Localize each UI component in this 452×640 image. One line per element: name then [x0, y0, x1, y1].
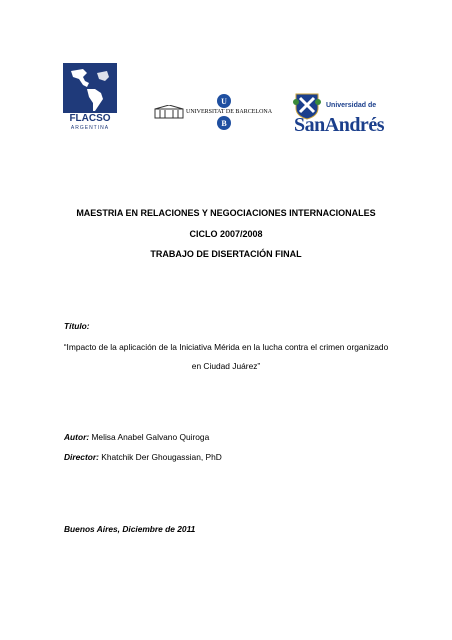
- director-label: Director:: [64, 452, 99, 462]
- sanandres-name: SanAndrés: [294, 114, 384, 136]
- work-heading: TRABAJO DE DISERTACIÓN FINAL: [150, 249, 302, 259]
- place-date: Buenos Aires, Diciembre de 2011: [64, 524, 196, 534]
- ub-mark-icon: [216, 93, 232, 133]
- director-line: [64, 452, 222, 462]
- author-value: Melisa Anabel Galvano Quiroga: [91, 432, 210, 442]
- svg-text:B: B: [221, 119, 227, 128]
- barcelona-logo: [154, 93, 274, 133]
- sanandres-top: Universidad de: [326, 102, 377, 109]
- svg-text:U: U: [221, 97, 227, 106]
- title-label: Título:: [64, 321, 90, 331]
- cycle-heading: CICLO 2007/2008: [189, 229, 263, 239]
- barcelona-name: UNIVERSITAT DE BARCELONA: [186, 109, 273, 115]
- building-icon: [154, 105, 184, 119]
- title-line-1: “Impacto de la aplicación de la Iniciativa Mérida en la lucha contra el crimen organizado: [63, 342, 389, 352]
- program-heading: MAESTRIA EN RELACIONES Y NEGOCIACIONES INTERNACIONALES: [76, 208, 376, 218]
- flacso-logo: [63, 63, 117, 133]
- title-line-2: en Ciudad Juárez”: [191, 361, 261, 371]
- author-label: Autor:: [64, 432, 90, 442]
- director-value: Khatchik Der Ghougassian, PhD: [101, 452, 222, 462]
- flacso-subtitle: ARGENTINA: [70, 125, 110, 131]
- sanandres-logo: [292, 92, 392, 137]
- flacso-name: FLACSO: [69, 113, 111, 124]
- author-line: [64, 432, 209, 442]
